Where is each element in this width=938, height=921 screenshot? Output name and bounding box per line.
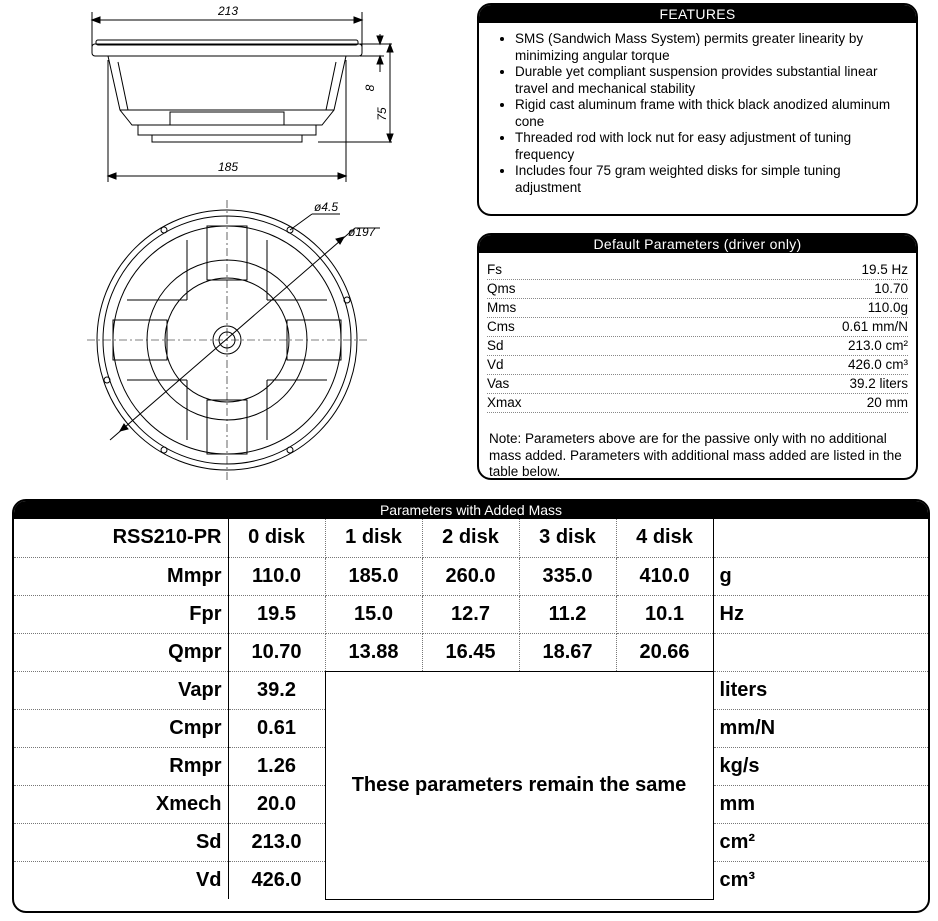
value-cell: 11.2 (519, 595, 616, 633)
row-label: Cmpr (14, 709, 228, 747)
unit-cell: mm/N (713, 709, 928, 747)
value-cell: 19.5 (228, 595, 325, 633)
row-label: Sd (14, 823, 228, 861)
column-header: 4 disk (616, 519, 713, 557)
added-mass-title: Parameters with Added Mass (14, 501, 928, 519)
value-cell: 410.0 (616, 557, 713, 595)
param-row (487, 337, 908, 356)
value-cell: 213.0 (228, 823, 325, 861)
param-row (487, 394, 908, 413)
feature-item: • Includes four 75 gram weighted disks for simple tuning adjustment (515, 163, 906, 196)
model-label: RSS210-PR (14, 519, 228, 557)
param-name: Mms (487, 300, 517, 315)
table-row (14, 671, 928, 709)
value-cell: 16.45 (422, 633, 519, 671)
value-cell: 39.2 (228, 671, 325, 709)
table-row (14, 595, 928, 633)
driver-drawing (0, 0, 470, 495)
default-params-title: Default Parameters (driver only) (479, 235, 916, 253)
column-header: 2 disk (422, 519, 519, 557)
value-cell: 10.1 (616, 595, 713, 633)
param-value: 10.70 (874, 281, 908, 296)
feature-item: • Rigid cast aluminum frame with thick black anodized aluminum cone (515, 97, 906, 130)
dim-diameter-label: ø197 (348, 225, 376, 239)
value-cell: 0.61 (228, 709, 325, 747)
same-parameters-note: These parameters remain the same (325, 671, 713, 899)
features-box (477, 3, 918, 216)
param-value: 39.2 liters (849, 376, 908, 391)
features-title: FEATURES (479, 5, 916, 23)
unit-cell: cm² (713, 823, 928, 861)
unit-cell: g (713, 557, 928, 595)
unit-cell (713, 633, 928, 671)
unit-cell: mm (713, 785, 928, 823)
value-cell: 1.26 (228, 747, 325, 785)
row-label: Qmpr (14, 633, 228, 671)
dim-bottom-label: 185 (217, 160, 239, 174)
value-cell: 10.70 (228, 633, 325, 671)
row-label: Fpr (14, 595, 228, 633)
value-cell: 15.0 (325, 595, 422, 633)
features-list (479, 31, 916, 196)
param-value: 213.0 cm² (847, 338, 908, 353)
dim-height-label: 75 (375, 107, 389, 121)
default-params-note: Note: Parameters above are for the passive only with no additional mass added. Parameters with additional mass added are listed in the table below. (489, 431, 902, 479)
unit-cell: Hz (713, 595, 928, 633)
unit-cell (713, 519, 928, 557)
param-name: Cms (487, 319, 515, 334)
dim-hole-label: ø4.5 (314, 200, 339, 214)
row-label: Rmpr (14, 747, 228, 785)
param-name: Qms (487, 281, 516, 296)
value-cell: 260.0 (422, 557, 519, 595)
value-cell: 20.0 (228, 785, 325, 823)
unit-cell: kg/s (713, 747, 928, 785)
value-cell: 335.0 (519, 557, 616, 595)
param-value: 19.5 Hz (861, 262, 908, 277)
unit-cell: liters (713, 671, 928, 709)
unit-cell: cm³ (713, 861, 928, 899)
param-name: Vas (487, 376, 510, 391)
value-cell: 12.7 (422, 595, 519, 633)
dim-top-label: 213 (217, 4, 239, 18)
table-header-row (14, 519, 928, 557)
param-row (487, 318, 908, 337)
param-value: 0.61 mm/N (841, 319, 908, 334)
param-value: 110.0g (867, 300, 908, 315)
dim-flange-label: 8 (363, 84, 377, 92)
param-row (487, 261, 908, 280)
value-cell: 426.0 (228, 861, 325, 899)
value-cell: 13.88 (325, 633, 422, 671)
default-params-box (477, 233, 918, 480)
param-name: Xmax (487, 395, 522, 410)
added-mass-box (12, 499, 930, 913)
param-row (487, 299, 908, 318)
param-value: 426.0 cm³ (847, 357, 908, 372)
row-label: Xmech (14, 785, 228, 823)
column-header: 3 disk (519, 519, 616, 557)
param-row (487, 375, 908, 394)
param-value: 20 mm (866, 395, 908, 410)
row-label: Mmpr (14, 557, 228, 595)
feature-item: • SMS (Sandwich Mass System) permits greater linearity by minimizing angular torque (515, 31, 906, 64)
value-cell: 185.0 (325, 557, 422, 595)
value-cell: 110.0 (228, 557, 325, 595)
column-header: 0 disk (228, 519, 325, 557)
column-header: 1 disk (325, 519, 422, 557)
row-label: Vapr (14, 671, 228, 709)
value-cell: 18.67 (519, 633, 616, 671)
param-name: Fs (487, 262, 502, 277)
value-cell: 20.66 (616, 633, 713, 671)
table-row (14, 633, 928, 671)
feature-item: • Durable yet compliant suspension provides substantial linear travel and mechanical stability (515, 64, 906, 97)
param-row (487, 280, 908, 299)
param-row (487, 356, 908, 375)
feature-item: • Threaded rod with lock nut for easy adjustment of tuning frequency (515, 130, 906, 163)
param-name: Vd (487, 357, 504, 372)
added-mass-table (14, 519, 928, 900)
row-label: Vd (14, 861, 228, 899)
table-row (14, 557, 928, 595)
param-name: Sd (487, 338, 504, 353)
